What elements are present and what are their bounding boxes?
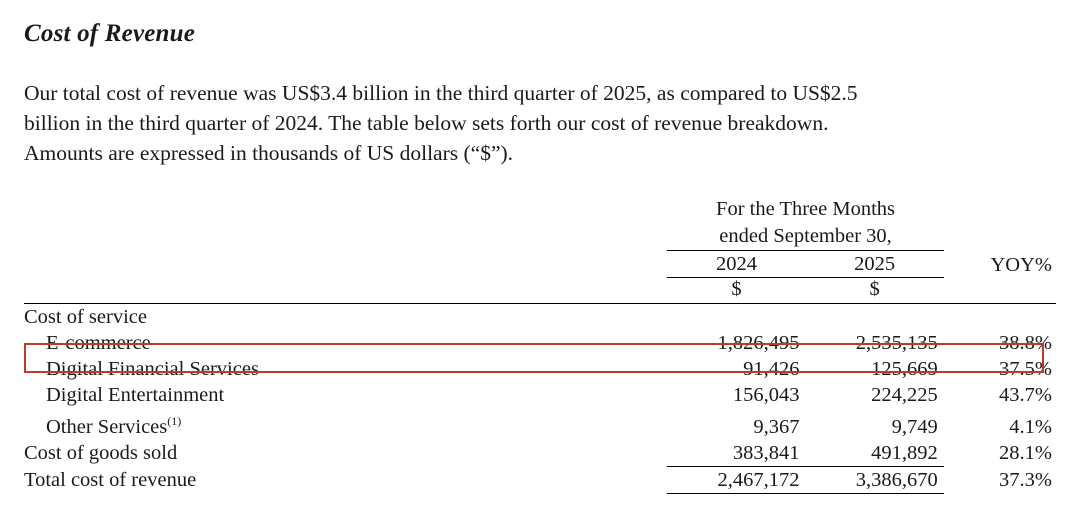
header-period-line1: For the Three Months bbox=[716, 198, 896, 220]
paragraph-line bbox=[24, 108, 1054, 138]
table-column-header-row bbox=[24, 251, 1056, 278]
paragraph-line-text: billion in the third quarter of 2024. The table below sets forth our cost of revenue breakdown. bbox=[24, 111, 829, 135]
paragraph-line-text: Amounts are expressed in thousands of US dollars (“$”). bbox=[24, 141, 514, 165]
table-row-total bbox=[24, 466, 1056, 493]
row-value-yoy: 38.8% bbox=[999, 332, 1052, 354]
row-label-text: Other Services bbox=[46, 415, 168, 438]
currency-symbol-2025: $ bbox=[869, 278, 880, 300]
row-value-2024: 156,043 bbox=[732, 384, 800, 406]
row-label bbox=[24, 440, 667, 467]
table-row bbox=[24, 382, 1056, 408]
row-value-yoy: 4.1% bbox=[1009, 415, 1052, 438]
row-value-2024: 1,826,495 bbox=[717, 332, 800, 354]
footnote-marker: (1) bbox=[167, 414, 182, 428]
paragraph-line-text: Our total cost of revenue was US$3.4 billion in the third quarter of 2025, as compared to US$2.5 bbox=[24, 81, 858, 105]
row-label bbox=[24, 408, 667, 440]
row-value-2025: 2,535,135 bbox=[855, 332, 938, 354]
row-value-2025: 224,225 bbox=[871, 384, 938, 406]
group-label-cost-of-service: Cost of service bbox=[24, 304, 667, 331]
empty-cell bbox=[24, 223, 667, 251]
currency-symbol-2024: $ bbox=[731, 278, 742, 300]
header-period-line2: ended September 30, bbox=[667, 223, 943, 251]
table-row bbox=[24, 330, 1056, 356]
table-header-span-row2 bbox=[24, 223, 1056, 251]
row-value-2024: 9,367 bbox=[753, 415, 800, 438]
page-title: Cost of Revenue bbox=[24, 20, 196, 47]
column-header-2024: 2024 bbox=[667, 251, 805, 278]
table-row bbox=[24, 408, 1056, 440]
intro-paragraph bbox=[24, 78, 1054, 168]
row-label bbox=[24, 466, 667, 493]
row-value-2025: 3,386,670 bbox=[806, 466, 944, 493]
cost-of-revenue-table bbox=[24, 196, 1056, 494]
paragraph-line bbox=[24, 138, 1054, 168]
empty-cell bbox=[24, 196, 667, 223]
table-header-span-row bbox=[24, 196, 1056, 223]
row-label-text: E-commerce bbox=[46, 332, 151, 354]
row-value-yoy: 43.7% bbox=[999, 384, 1052, 406]
table-row-group-label bbox=[24, 304, 1056, 331]
row-label-text: Total cost of revenue bbox=[24, 469, 197, 492]
empty-cell bbox=[24, 251, 667, 278]
row-value-yoy: 37.3% bbox=[999, 469, 1052, 492]
row-label bbox=[24, 382, 667, 408]
row-value-yoy: 37.5% bbox=[999, 358, 1052, 380]
row-value-2025: 491,892 bbox=[806, 440, 944, 467]
empty-cell bbox=[24, 278, 667, 304]
row-label bbox=[24, 330, 667, 356]
row-value-2025: 125,669 bbox=[871, 358, 938, 380]
row-label-text: Digital Financial Services bbox=[46, 358, 259, 380]
row-label-text: Cost of goods sold bbox=[24, 442, 178, 465]
empty-cell bbox=[806, 304, 944, 331]
row-label bbox=[24, 356, 667, 382]
empty-cell bbox=[667, 304, 805, 331]
paragraph-line bbox=[24, 78, 1054, 108]
row-label-text: Digital Entertainment bbox=[46, 384, 225, 406]
row-value-2024: 91,426 bbox=[743, 358, 800, 380]
row-value-2024: 2,467,172 bbox=[667, 466, 805, 493]
empty-cell bbox=[944, 196, 1056, 223]
column-header-2025: 2025 bbox=[806, 251, 944, 278]
currency-symbol-row bbox=[24, 278, 1056, 304]
row-value-2025: 9,749 bbox=[891, 415, 938, 438]
table-row bbox=[24, 356, 1056, 382]
empty-cell bbox=[944, 304, 1056, 331]
row-value-yoy: 28.1% bbox=[999, 442, 1052, 465]
table-row bbox=[24, 440, 1056, 467]
row-value-2024: 383,841 bbox=[667, 440, 805, 467]
empty-cell bbox=[944, 223, 1056, 251]
column-header-yoy: YOY% bbox=[990, 253, 1052, 276]
empty-cell bbox=[944, 278, 1056, 304]
